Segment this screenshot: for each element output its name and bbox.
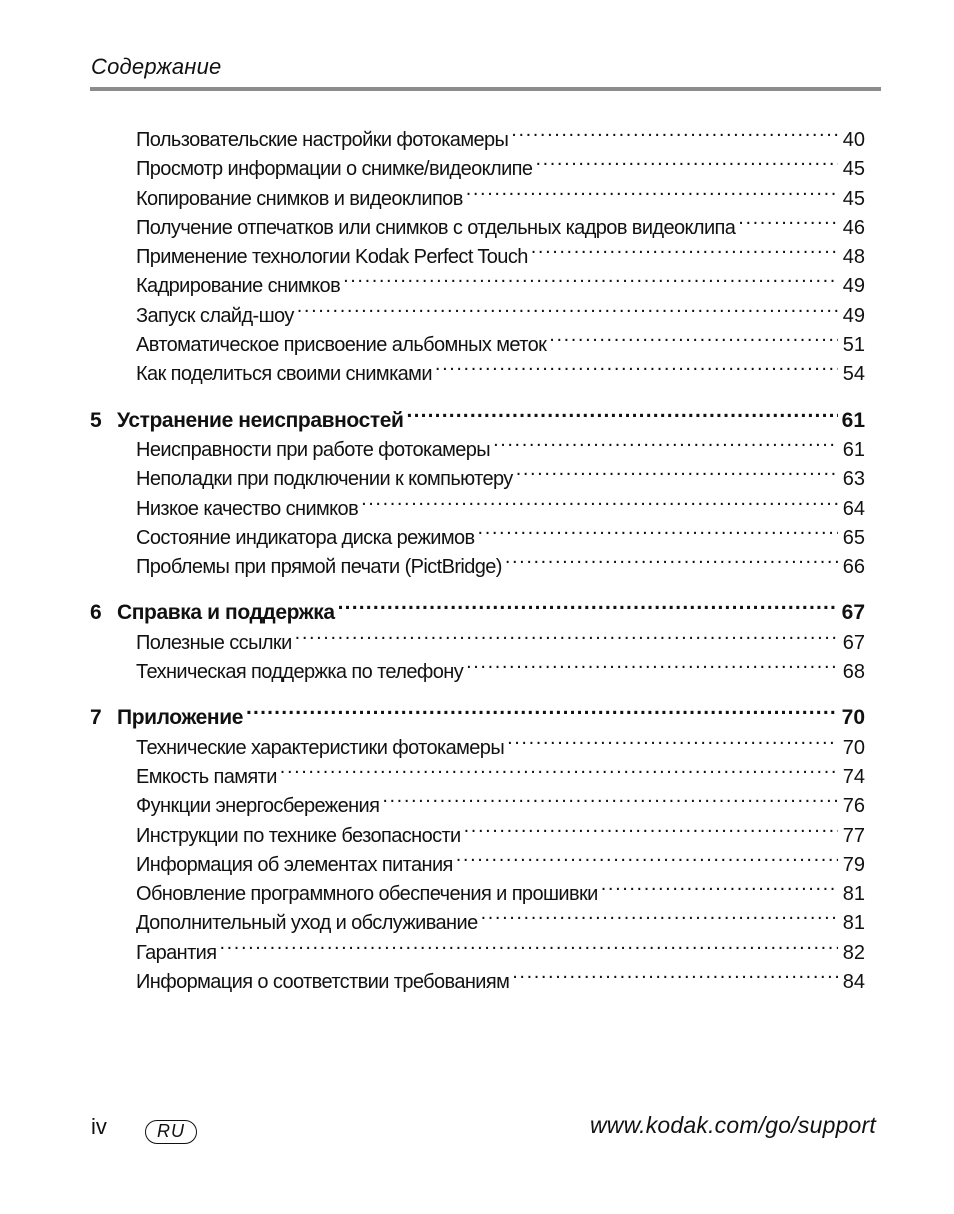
toc-dot-leader	[338, 590, 838, 619]
toc-dot-leader	[511, 117, 838, 146]
toc-dot-leader	[493, 427, 838, 456]
toc-entry-label: Пользовательские настройки фотокамеры	[136, 129, 509, 151]
toc-entry-label: Автоматическое присвоение альбомных меток	[136, 334, 547, 357]
toc-entry-page: 82	[842, 941, 865, 964]
toc-dot-leader	[601, 871, 838, 900]
toc-entry-label: Копирование снимков и видеоклипов	[136, 187, 463, 210]
toc-dot-leader	[549, 322, 838, 351]
toc-section-number: 5	[90, 408, 102, 432]
toc-entry-page: 67	[842, 631, 865, 654]
toc-entry-label: Получение отпечатков или снимков с отдельных кадров видеоклипа	[136, 216, 736, 239]
toc-entry-page: 76	[842, 795, 865, 818]
toc-entry-label: Дополнительный уход и обслуживание	[136, 912, 478, 935]
language-badge: RU	[145, 1120, 197, 1144]
toc-entry-page: 45	[842, 187, 865, 210]
toc-entry-page: 63	[842, 468, 865, 491]
toc-entry-page: 61	[842, 438, 865, 461]
toc-dot-leader	[464, 813, 838, 842]
toc-section-number: 7	[90, 706, 102, 730]
toc-dot-leader	[295, 620, 838, 649]
toc-section-number: 6	[90, 601, 102, 625]
toc-entry-label: Неполадки при подключении к компьютеру	[136, 468, 513, 491]
table-of-contents	[90, 117, 865, 994]
toc-entry-label: Неисправности при работе фотокамеры	[136, 438, 491, 461]
toc-entry-label: Функции энергосбережения	[136, 795, 380, 818]
toc-entry-label: Устранение неисправностей	[117, 408, 404, 432]
toc-entry-label: Техническая поддержка по телефону	[136, 661, 464, 684]
toc-entry-label: Просмотр информации о снимке/видеоклипе	[136, 158, 533, 181]
toc-entry-page: 67	[841, 601, 865, 625]
page-header-title: Содержание	[91, 54, 222, 79]
toc-entry-page: 40	[842, 129, 865, 151]
toc-entry-label: Обновление программного обеспечения и прошивки	[136, 883, 598, 906]
toc-section-entry[interactable]	[90, 398, 865, 432]
toc-entry-page: 54	[842, 363, 865, 386]
toc-entry-label: Справка и поддержка	[117, 601, 335, 625]
toc-entry-label: Инструкции по технике безопасности	[136, 824, 461, 847]
toc-entry-page: 48	[842, 246, 865, 269]
toc-entry-label: Приложение	[117, 706, 244, 730]
toc-dot-leader	[435, 351, 838, 380]
toc-dot-leader	[466, 176, 838, 205]
toc-entry-label: Технические характеристики фотокамеры	[136, 736, 505, 759]
toc-entry-label: Применение технологии Kodak Perfect Touch	[136, 246, 528, 269]
toc-dot-leader	[507, 725, 838, 754]
toc-entry-page: 49	[842, 275, 865, 298]
toc-entry-page: 64	[842, 497, 865, 520]
toc-entry[interactable]	[90, 117, 865, 151]
toc-entry-page: 81	[842, 912, 865, 935]
toc-dot-leader	[456, 842, 838, 871]
footer-support-url[interactable]: www.kodak.com/go/support	[589, 1112, 876, 1138]
footer-page-number: iv	[91, 1114, 107, 1139]
toc-dot-leader	[466, 649, 838, 678]
toc-entry-page: 46	[842, 216, 865, 239]
toc-dot-leader	[297, 293, 838, 322]
toc-entry-label: Информация о соответствии требованиям	[136, 971, 510, 994]
toc-dot-leader	[361, 486, 838, 515]
toc-section-entry[interactable]	[90, 590, 865, 625]
toc-entry-page: 81	[842, 883, 865, 906]
toc-entry-label: Низкое качество снимков	[136, 497, 359, 520]
toc-dot-leader	[481, 900, 838, 929]
toc-dot-leader	[280, 754, 838, 783]
toc-dot-leader	[531, 234, 838, 263]
toc-dot-leader	[505, 544, 838, 573]
toc-entry-label: Кадрирование снимков	[136, 275, 341, 298]
toc-dot-leader	[382, 783, 838, 812]
toc-entry-page: 70	[841, 706, 865, 730]
toc-entry-page: 49	[842, 304, 865, 327]
toc-entry-label: Проблемы при прямой печати (PictBridge)	[136, 556, 502, 579]
toc-dot-leader	[478, 515, 838, 544]
toc-entry-label: Гарантия	[136, 941, 217, 964]
toc-entry-page: 68	[842, 661, 865, 684]
toc-entry-label: Состояние индикатора диска режимов	[136, 526, 475, 549]
toc-section-entry[interactable]	[90, 695, 865, 730]
toc-entry-page: 51	[842, 334, 865, 357]
toc-dot-leader	[738, 205, 838, 234]
toc-entry-page: 79	[842, 853, 865, 876]
toc-entry-page: 61	[841, 408, 865, 432]
toc-entry-page: 84	[842, 971, 865, 994]
toc-dot-leader	[516, 456, 838, 485]
toc-entry-page: 65	[842, 526, 865, 549]
toc-entry-label: Как поделиться своими снимками	[136, 363, 432, 386]
toc-entry-page: 70	[842, 736, 865, 759]
toc-entry-label: Запуск слайд-шоу	[136, 304, 294, 327]
toc-entry-page: 74	[842, 765, 865, 788]
toc-dot-leader	[535, 146, 838, 175]
toc-dot-leader	[246, 695, 838, 724]
toc-entry-label: Полезные ссылки	[136, 631, 292, 654]
header-divider	[90, 87, 881, 91]
toc-dot-leader	[219, 930, 838, 959]
toc-entry-label: Емкость памяти	[136, 765, 277, 788]
toc-entry-page: 45	[842, 158, 865, 181]
toc-dot-leader	[407, 398, 838, 427]
toc-dot-leader	[343, 263, 838, 292]
toc-dot-leader	[512, 959, 838, 988]
toc-entry-label: Информация об элементах питания	[136, 853, 453, 876]
toc-entry-page: 66	[842, 556, 865, 579]
toc-entry-page: 77	[842, 824, 865, 847]
